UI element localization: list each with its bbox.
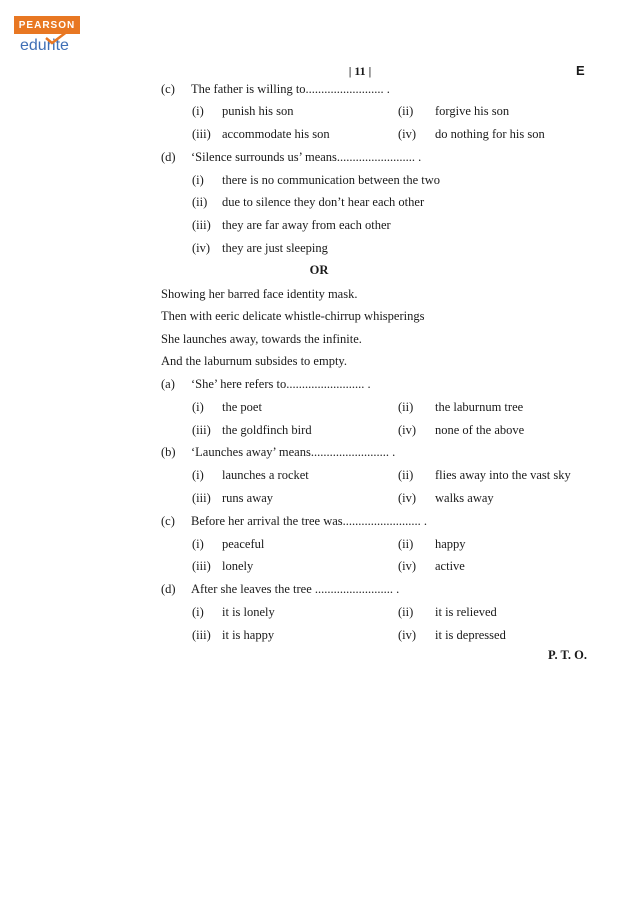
- question-text: ‘Silence surrounds us’ means......................... .: [191, 150, 422, 164]
- checkmark-icon: [44, 29, 70, 45]
- pearson-edurite-logo: [14, 16, 86, 57]
- question-text: The father is willing to......................... .: [191, 82, 390, 96]
- question-text: After she leaves the tree ......................... .: [191, 582, 400, 596]
- question-text: ‘Launches away’ means......................... .: [191, 445, 396, 459]
- question-text: ‘She’ here refers to......................... .: [191, 377, 371, 391]
- pearson-wordmark: PEARSON: [14, 16, 80, 34]
- poem-line: Then with eeric delicate whistle-chirrup whisperings: [161, 309, 425, 323]
- or-divider: OR: [309, 263, 329, 277]
- poem-line: And the laburnum subsides to empty.: [161, 354, 347, 368]
- page-number: | 11 |: [348, 64, 372, 78]
- question-text: Before her arrival the tree was......................... .: [191, 514, 428, 528]
- please-turn-over: P. T. O.: [548, 648, 588, 662]
- poem-line: Showing her barred face identity mask.: [161, 287, 358, 301]
- edurite-wordmark: edurite: [14, 35, 86, 57]
- poem-line: She launches away, towards the infinite.: [161, 332, 362, 346]
- series-code: E: [576, 63, 585, 78]
